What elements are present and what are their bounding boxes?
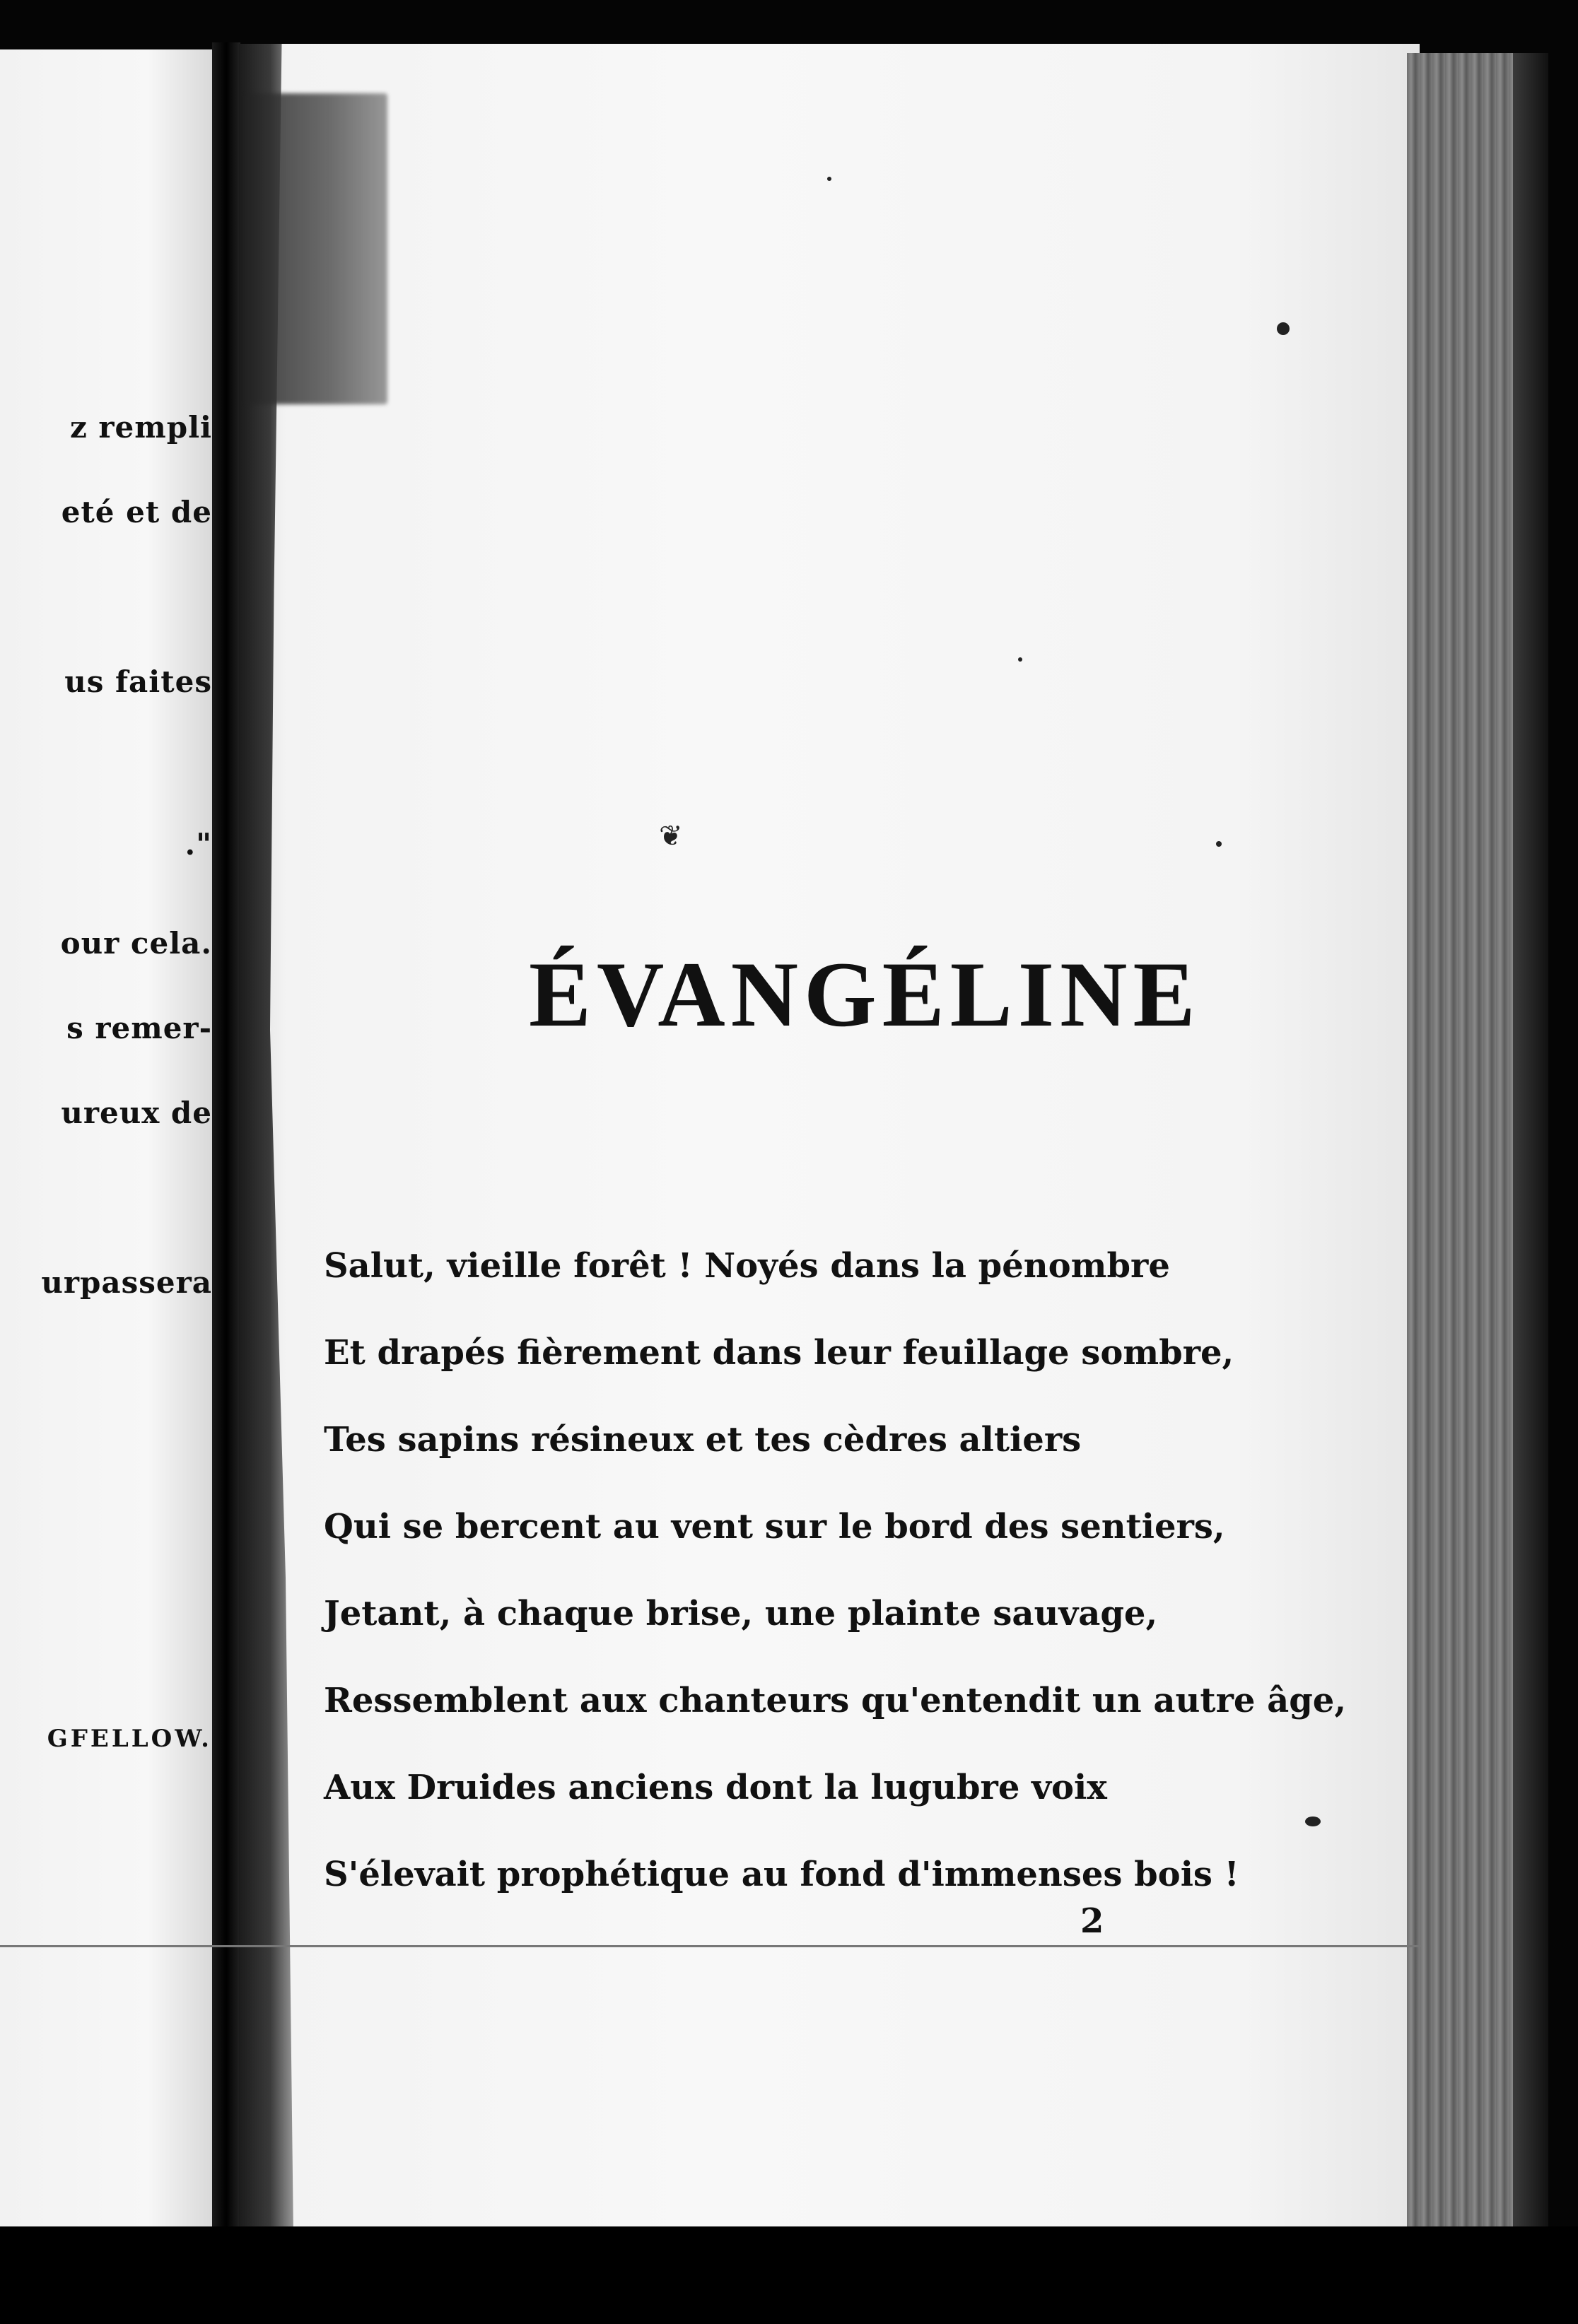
page-title: ÉVANGÉLINE (529, 942, 1201, 1046)
left-line-5: our cela. (60, 926, 212, 961)
left-page (0, 49, 212, 2226)
verse-line-7: Aux Druides anciens dont la lugubre voix (324, 1768, 1107, 1807)
left-line-2: eté et de (61, 495, 212, 529)
verse-line-1: Salut, vieille forêt ! Noyés dans la pénombre (324, 1246, 1170, 1286)
left-line-7: ureux de (61, 1096, 212, 1130)
scan-line-artifact (0, 1945, 1421, 1947)
dust-speck (827, 177, 831, 181)
left-line-author: GFELLOW. (47, 1725, 212, 1753)
verse-line-2: Et drapés fièrement dans leur feuillage sombre, (324, 1333, 1234, 1373)
left-line-3: us faites (64, 664, 212, 699)
dust-speck (1216, 841, 1222, 847)
verse-line-8: S'élevait prophétique au fond d'immenses bois ! (324, 1855, 1239, 1894)
ornament-icon: ❦ (659, 820, 683, 852)
dust-speck (1277, 322, 1290, 335)
right-page (239, 44, 1420, 2235)
page-edge-shadow (1513, 53, 1548, 2230)
verse-line-6: Ressemblent aux chanteurs qu'entendit un autre âge, (324, 1681, 1347, 1720)
left-line-8: urpassera (41, 1265, 212, 1300)
left-line-1: z rempli (69, 410, 212, 445)
scan-bottom-border (0, 2226, 1578, 2324)
dust-speck (1018, 657, 1022, 662)
page-tab-marker (246, 93, 387, 404)
verse-line-3: Tes sapins résineux et tes cèdres altiers (324, 1420, 1082, 1460)
left-line-4: ." (185, 827, 212, 862)
book-gutter (212, 42, 240, 2241)
verse-line-4: Qui se bercent au vent sur le bord des sentiers, (324, 1507, 1225, 1547)
dust-speck (1305, 1817, 1321, 1826)
left-line-6: s remer- (66, 1011, 212, 1045)
verse-line-5: Jetant, à chaque brise, une plainte sauvage, (324, 1594, 1158, 1633)
page-number: 2 (1080, 1901, 1104, 1941)
